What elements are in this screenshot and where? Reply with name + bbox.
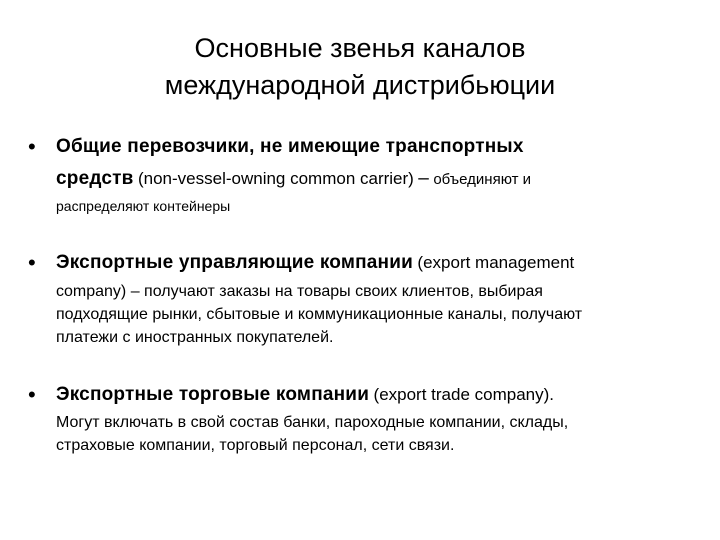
bullet-marker-1: • xyxy=(28,134,36,159)
bullet-1-english-term: (non-vessel-owning common carrier) xyxy=(137,169,414,188)
bullet-1-dash: – xyxy=(418,168,429,189)
bullet-3-heading-line xyxy=(56,382,554,409)
bullet-1-trail: объединяют и xyxy=(433,171,532,188)
title-line-1: Основные звенья каналов xyxy=(194,33,526,63)
bullet-2-body-line-1: company) – получают заказы на товары своих клиентов, выбирая xyxy=(56,283,543,300)
bullet-1-heading-part-2: средств xyxy=(56,168,134,189)
bullet-2-body-line-2: подходящие рынки, сбытовые и коммуникационные каналы, получают xyxy=(56,306,583,323)
title-line-2: международной дистрибьюции xyxy=(164,70,556,100)
bullet-3-english-term: (export trade company). xyxy=(373,385,554,404)
bullet-2-body xyxy=(56,280,582,349)
bullet-3-body-line-1: Могут включать в свой состав банки, пароходные компании, склады, xyxy=(56,414,569,431)
bullet-1-heading-line-1 xyxy=(56,134,524,161)
bullet-marker-3: • xyxy=(28,382,36,407)
bullet-2-english-term: (export management xyxy=(417,253,575,272)
bullet-1-heading-line-2 xyxy=(56,166,531,193)
bullet-marker-2: • xyxy=(28,250,36,275)
bullet-2-body-line-3: платежи с иностранных покупателей. xyxy=(56,329,334,346)
bullet-1-body xyxy=(56,196,230,216)
slide-title xyxy=(60,30,660,104)
bullet-1-heading-part-1: Общие перевозчики, не имеющие транспортных xyxy=(56,136,524,157)
bullet-3-heading: Экспортные торговые компании xyxy=(56,384,370,405)
bullet-2-heading: Экспортные управляющие компании xyxy=(56,252,413,273)
bullet-3-body-line-2: страховые компании, торговый персонал, сети связи. xyxy=(56,437,455,454)
bullet-3-body xyxy=(56,411,568,457)
bullet-1-body-line-1: распределяют контейнеры xyxy=(56,198,231,214)
bullet-2-heading-line xyxy=(56,250,574,277)
